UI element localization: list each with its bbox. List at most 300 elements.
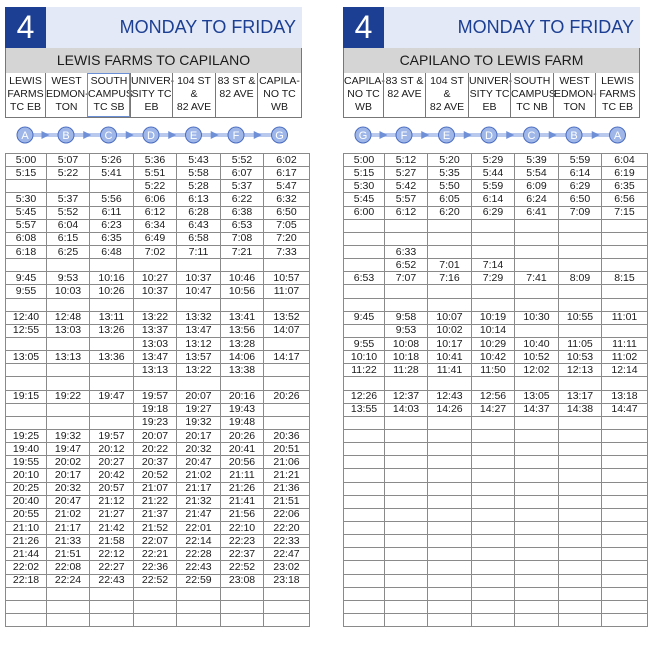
stop-name-line: FARMS [7, 88, 44, 100]
table-row [6, 337, 310, 350]
time-cell: 19:22 [47, 390, 90, 403]
time-cell: 19:32 [47, 429, 90, 442]
time-cell [559, 600, 602, 613]
time-cell [515, 587, 559, 600]
time-cell [264, 298, 310, 311]
time-cell: 5:42 [385, 180, 428, 193]
time-cell: 6:33 [385, 245, 428, 258]
time-cell [515, 298, 559, 311]
time-cell [90, 180, 134, 193]
time-cell: 7:20 [264, 232, 310, 245]
time-cell [47, 587, 90, 600]
time-cell: 19:57 [134, 390, 177, 403]
time-cell: 12:55 [6, 324, 47, 337]
time-cell: 19:55 [6, 456, 47, 469]
time-cell: 21:36 [264, 482, 310, 495]
table-row [344, 535, 648, 548]
time-cell [385, 613, 428, 626]
time-cell: 5:47 [264, 180, 310, 193]
time-cell: 20:32 [47, 482, 90, 495]
time-cell [6, 337, 47, 350]
stop-name-line: CAMPUS [88, 88, 133, 100]
table-row [6, 482, 310, 495]
table-row [6, 443, 310, 456]
time-cell [385, 298, 428, 311]
table-row [6, 311, 310, 324]
time-cell [6, 259, 47, 272]
time-cell: 6:38 [221, 206, 264, 219]
time-cell: 13:13 [134, 364, 177, 377]
time-cell: 10:19 [472, 311, 515, 324]
time-cell [515, 495, 559, 508]
timepoint-letter: D [147, 130, 155, 142]
table-row [6, 416, 310, 429]
time-cell: 21:37 [134, 508, 177, 521]
time-cell [6, 377, 47, 390]
time-cell [428, 232, 472, 245]
timepoint-line [5, 118, 302, 151]
time-cell [559, 324, 602, 337]
time-cell: 5:30 [6, 193, 47, 206]
stop-name-line: FARMS [599, 88, 636, 100]
time-cell [264, 587, 310, 600]
time-cell: 6:50 [559, 193, 602, 206]
time-cell [177, 259, 221, 272]
time-cell [428, 561, 472, 574]
time-cell: 10:16 [90, 272, 134, 285]
table-row [6, 206, 310, 219]
stop-header [45, 73, 87, 117]
time-cell [602, 600, 648, 613]
time-cell: 5:52 [221, 154, 264, 167]
table-row [344, 259, 648, 272]
time-cell [385, 535, 428, 548]
time-cell [344, 285, 385, 298]
direction-arrow-icon [83, 131, 91, 139]
time-cell: 5:59 [472, 180, 515, 193]
time-cell: 19:32 [177, 416, 221, 429]
time-cell: 13:47 [177, 324, 221, 337]
time-cell: 21:32 [177, 495, 221, 508]
table-row [6, 245, 310, 258]
time-cell: 22:23 [221, 535, 264, 548]
time-cell [134, 587, 177, 600]
time-cell [559, 298, 602, 311]
stop-name-line: LEWIS [601, 75, 634, 87]
time-cell [428, 245, 472, 258]
time-cell: 22:10 [221, 521, 264, 534]
time-cell: 6:04 [602, 154, 648, 167]
time-cell: 7:16 [428, 272, 472, 285]
time-cell [515, 232, 559, 245]
stop-name-line: EB [144, 101, 159, 113]
time-cell: 21:12 [90, 495, 134, 508]
time-cell [47, 600, 90, 613]
table-row [6, 154, 310, 167]
time-cell [428, 285, 472, 298]
table-row [344, 324, 648, 337]
time-cell [47, 364, 90, 377]
time-cell: 5:43 [177, 154, 221, 167]
time-cell: 13:13 [47, 351, 90, 364]
time-cell [134, 259, 177, 272]
time-cell: 20:17 [47, 469, 90, 482]
time-cell: 6:22 [221, 193, 264, 206]
time-cell: 21:56 [221, 508, 264, 521]
time-cell [602, 285, 648, 298]
time-cell: 13:32 [177, 311, 221, 324]
table-row [344, 482, 648, 495]
time-cell [472, 443, 515, 456]
time-cell [472, 600, 515, 613]
time-cell [472, 416, 515, 429]
table-row [6, 535, 310, 548]
time-cell [385, 600, 428, 613]
time-cell [472, 574, 515, 587]
time-cell [47, 377, 90, 390]
time-cell [6, 364, 47, 377]
stop-name-line: TC EB [10, 101, 41, 113]
time-cell: 19:18 [134, 403, 177, 416]
time-cell: 10:55 [559, 311, 602, 324]
time-cell [472, 495, 515, 508]
time-cell [221, 600, 264, 613]
time-cell: 6:25 [47, 245, 90, 258]
time-cell [385, 469, 428, 482]
time-cell [6, 613, 47, 626]
time-cell: 20:37 [134, 456, 177, 469]
time-cell [602, 298, 648, 311]
time-cell: 13:11 [90, 311, 134, 324]
table-row [344, 456, 648, 469]
time-cell [6, 600, 47, 613]
time-cell: 13:18 [602, 390, 648, 403]
time-cell: 20:27 [90, 456, 134, 469]
table-row [344, 548, 648, 561]
time-cell: 12:43 [428, 390, 472, 403]
time-cell: 20:16 [221, 390, 264, 403]
time-cell: 12:26 [344, 390, 385, 403]
table-row [344, 600, 648, 613]
table-row [344, 337, 648, 350]
table-row [6, 521, 310, 534]
time-cell: 20:41 [221, 443, 264, 456]
table-row [6, 219, 310, 232]
direction-arrow-icon [126, 131, 134, 139]
time-cell [472, 456, 515, 469]
time-cell: 22:01 [177, 521, 221, 534]
time-cell: 13:52 [264, 311, 310, 324]
direction-arrow-icon [168, 131, 176, 139]
time-cell [221, 259, 264, 272]
time-cell: 22:24 [47, 574, 90, 587]
time-cell [90, 364, 134, 377]
stop-name-line: WEST [559, 75, 590, 87]
time-cell: 22:43 [90, 574, 134, 587]
time-cell [602, 245, 648, 258]
time-cell [177, 377, 221, 390]
time-cell: 21:06 [264, 456, 310, 469]
time-cell: 7:07 [385, 272, 428, 285]
time-cell: 20:26 [221, 429, 264, 442]
time-cell: 6:29 [559, 180, 602, 193]
table-row [6, 574, 310, 587]
time-cell: 7:41 [515, 272, 559, 285]
time-cell [6, 180, 47, 193]
timepoint-letter: D [485, 130, 493, 142]
time-cell: 10:47 [177, 285, 221, 298]
time-cell [559, 587, 602, 600]
table-row [344, 311, 648, 324]
stop-name-line: CAPILA- [259, 75, 300, 87]
time-cell [385, 429, 428, 442]
time-cell [472, 232, 515, 245]
time-cell: 6:19 [602, 167, 648, 180]
time-cell [472, 429, 515, 442]
table-row [6, 456, 310, 469]
time-cell [344, 495, 385, 508]
time-cell: 13:41 [221, 311, 264, 324]
time-cell [90, 600, 134, 613]
time-cell [472, 482, 515, 495]
table-row [344, 587, 648, 600]
time-cell [344, 259, 385, 272]
stop-name-line: NO TC [263, 88, 296, 100]
time-cell: 7:29 [472, 272, 515, 285]
time-cell [134, 600, 177, 613]
stop-name-line: NO TC [347, 88, 380, 100]
time-cell: 5:07 [47, 154, 90, 167]
time-cell: 21:42 [90, 521, 134, 534]
time-cell [264, 600, 310, 613]
time-cell: 5:58 [177, 167, 221, 180]
table-row [344, 298, 648, 311]
time-cell [559, 259, 602, 272]
stop-name-line: WB [271, 101, 288, 113]
timepoint-letter: A [21, 130, 29, 142]
timepoint-letter: F [400, 130, 408, 142]
timepoint-letter: F [232, 130, 240, 142]
time-cell [428, 508, 472, 521]
time-cell [515, 443, 559, 456]
time-cell: 13:17 [559, 390, 602, 403]
table-row [344, 561, 648, 574]
time-cell [515, 377, 559, 390]
time-cell: 6:17 [264, 167, 310, 180]
timepoint-letter: C [527, 130, 536, 142]
time-cell [559, 508, 602, 521]
time-cell [472, 521, 515, 534]
time-cell: 6:14 [472, 193, 515, 206]
time-cell [472, 548, 515, 561]
time-cell [344, 587, 385, 600]
time-cell [602, 561, 648, 574]
time-cell [264, 403, 310, 416]
time-cell: 12:48 [47, 311, 90, 324]
time-cell [264, 364, 310, 377]
time-cell: 19:27 [177, 403, 221, 416]
stop-name-line: 83 ST & [385, 75, 424, 87]
time-cell [264, 613, 310, 626]
table-row [344, 495, 648, 508]
time-cell: 10:30 [515, 311, 559, 324]
time-cell: 10:29 [472, 337, 515, 350]
table-row [6, 298, 310, 311]
time-cell [344, 377, 385, 390]
time-cell: 11:11 [602, 337, 648, 350]
time-cell [472, 469, 515, 482]
time-cell: 22:33 [264, 535, 310, 548]
time-cell [344, 443, 385, 456]
time-cell [344, 429, 385, 442]
stop-name-line: EB [482, 101, 497, 113]
time-cell [385, 456, 428, 469]
time-cell [472, 298, 515, 311]
time-cell: 6:48 [90, 245, 134, 258]
time-cell [515, 508, 559, 521]
time-cell: 6:12 [134, 206, 177, 219]
time-cell: 22:21 [134, 548, 177, 561]
table-row [6, 232, 310, 245]
direction-arrow-icon [380, 131, 388, 139]
time-cell: 13:55 [344, 403, 385, 416]
table-row [344, 167, 648, 180]
stop-name-line: SITY TC [469, 88, 510, 100]
time-cell: 5:12 [385, 154, 428, 167]
time-cell: 7:05 [264, 219, 310, 232]
time-cell: 20:26 [264, 390, 310, 403]
direction-arrow-icon [421, 131, 429, 139]
stop-header [172, 73, 215, 117]
time-cell: 19:47 [90, 390, 134, 403]
time-cell [47, 298, 90, 311]
table-row [344, 351, 648, 364]
stop-name-line: CAMPUS [511, 88, 556, 100]
time-cell: 10:37 [134, 285, 177, 298]
time-cell [515, 613, 559, 626]
stop-name-line: 82 AVE [219, 88, 254, 100]
time-cell [344, 482, 385, 495]
time-cell [90, 613, 134, 626]
time-cell: 8:09 [559, 272, 602, 285]
time-cell: 8:15 [602, 272, 648, 285]
time-cell: 6:43 [177, 219, 221, 232]
stop-header [343, 73, 383, 117]
time-cell [559, 377, 602, 390]
time-cell [264, 337, 310, 350]
table-row [344, 193, 648, 206]
time-cell: 9:45 [344, 311, 385, 324]
direction-arrow-icon [42, 131, 50, 139]
time-cell [264, 259, 310, 272]
time-cell: 13:57 [177, 351, 221, 364]
time-cell: 13:22 [134, 311, 177, 324]
time-cell [6, 587, 47, 600]
time-cell: 6:35 [602, 180, 648, 193]
time-cell [90, 416, 134, 429]
time-cell: 22:59 [177, 574, 221, 587]
table-row [6, 469, 310, 482]
time-cell: 21:58 [90, 535, 134, 548]
direction-arrow-icon [506, 131, 514, 139]
table-row [344, 364, 648, 377]
time-cell [559, 245, 602, 258]
time-cell [515, 574, 559, 587]
stop-header [383, 73, 425, 117]
time-cell: 14:07 [264, 324, 310, 337]
time-cell [602, 469, 648, 482]
time-cell: 22:52 [134, 574, 177, 587]
time-cell: 5:54 [515, 167, 559, 180]
stop-name-line: SOUTH [513, 75, 551, 87]
table-row [344, 285, 648, 298]
stop-name-line: TC SB [93, 101, 125, 113]
time-cell: 6:35 [90, 232, 134, 245]
table-row [6, 429, 310, 442]
timepoint-letter: G [358, 130, 368, 142]
table-row [6, 377, 310, 390]
stop-name-line: UNIVER- [469, 75, 513, 87]
time-cell [602, 613, 648, 626]
time-cell: 11:41 [428, 364, 472, 377]
time-cell [385, 495, 428, 508]
time-cell [428, 495, 472, 508]
panel-header [5, 7, 302, 48]
table-row [6, 390, 310, 403]
time-cell: 5:57 [6, 219, 47, 232]
time-cell [559, 548, 602, 561]
time-cell: 7:08 [221, 232, 264, 245]
stop-name-line: EDMON- [554, 88, 597, 100]
time-cell: 7:02 [134, 245, 177, 258]
time-cell: 7:15 [602, 206, 648, 219]
direction-arrow-icon [549, 131, 557, 139]
stop-name-line: TC EB [602, 101, 633, 113]
time-cell: 7:33 [264, 245, 310, 258]
time-cell: 14:26 [428, 403, 472, 416]
time-cell: 22:37 [221, 548, 264, 561]
time-cell: 19:15 [6, 390, 47, 403]
time-cell [515, 548, 559, 561]
time-cell: 7:11 [177, 245, 221, 258]
time-cell: 10:17 [428, 337, 472, 350]
table-row [344, 429, 648, 442]
time-cell [515, 600, 559, 613]
time-cell: 6:49 [134, 232, 177, 245]
time-cell: 19:40 [6, 443, 47, 456]
time-cell: 19:25 [6, 429, 47, 442]
time-cell: 14:03 [385, 403, 428, 416]
time-cell [515, 535, 559, 548]
time-cell: 10:57 [264, 272, 310, 285]
time-cell: 5:41 [90, 167, 134, 180]
table-row [6, 548, 310, 561]
time-cell: 6:05 [428, 193, 472, 206]
time-cell [385, 232, 428, 245]
time-cell: 5:57 [385, 193, 428, 206]
table-row [6, 351, 310, 364]
time-cell [344, 548, 385, 561]
time-cell [472, 377, 515, 390]
time-cell [472, 587, 515, 600]
time-cell: 6:08 [6, 232, 47, 245]
time-cell: 21:26 [6, 535, 47, 548]
time-cell: 10:07 [428, 311, 472, 324]
time-cell: 20:07 [134, 429, 177, 442]
time-cell: 10:18 [385, 351, 428, 364]
schedule-panel-left [5, 7, 302, 587]
time-cell: 11:50 [472, 364, 515, 377]
